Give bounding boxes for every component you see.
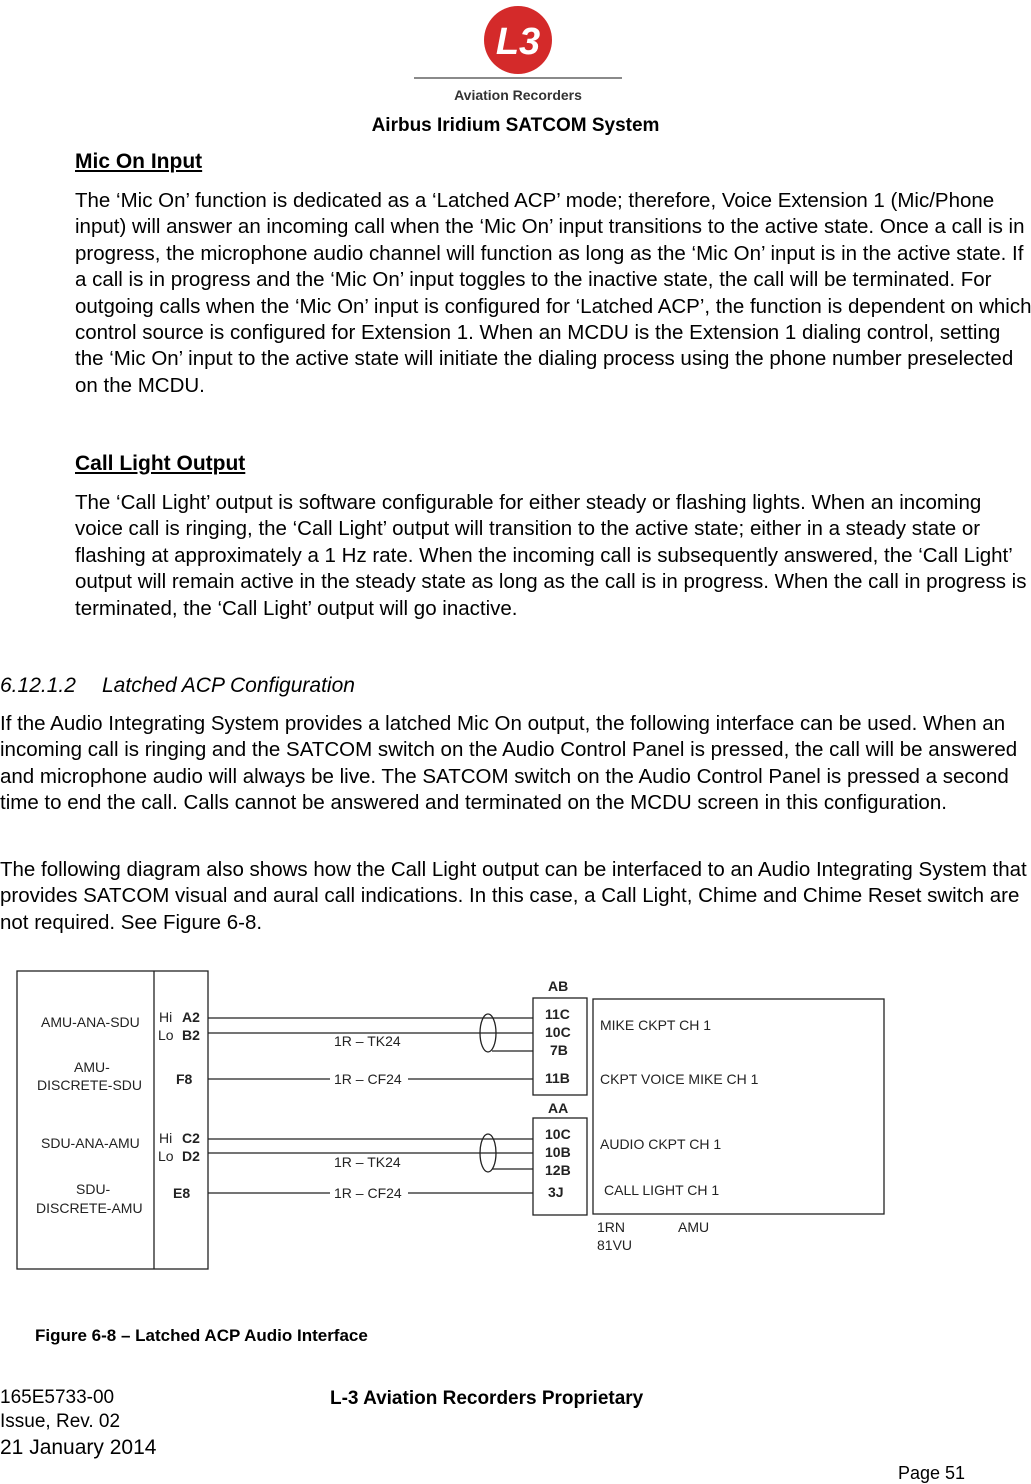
label-lo-2: Lo [158,1148,174,1164]
label-amu-ana-sdu: AMU-ANA-SDU [41,1014,140,1030]
pin-e8: E8 [173,1185,191,1201]
subsection-heading [0,674,355,698]
label-amu-discrete-1: AMU- [74,1059,110,1075]
label-amu-discrete-2: DISCRETE-SDU [37,1077,143,1093]
issue-revision: Issue, Rev. 02 [0,1411,121,1432]
latched-acp-paragraph-1: If the Audio Integrating System provides a latched Mic On output, the following interface can be used. When an incoming call is ringing and the SATCOM switch on the Audio Control Panel is pressed, the call will be answered and microphone audio will always be live. The SATCOM switch on the Audio Control Panel is pressed a second time to end the call. Calls cannot be answered and terminated on the MCDU screen in this configuration. [0,712,1018,815]
pin-d2: D2 [182,1148,200,1164]
pin-c2: C2 [182,1130,200,1146]
call-light-heading: Call Light Output [75,452,246,475]
page-number: Page 51 [898,1463,966,1483]
label-sdu-ana-amu: SDU-ANA-AMU [41,1135,140,1151]
pin-10c-2: 10C [545,1126,571,1142]
logo-mark: L3 [495,21,541,63]
call-light-paragraph: The ‘Call Light’ output is software configurable for either steady or flashing lights. When an incoming voice call is ringing, the ‘Call Light’ output will transition to the active state; either in a steady state or flashing at approximately a 1 Hz rate. When the incoming call is subsequently answered, the ‘Call Light’ output will remain active in the steady state as long as the call is in progress. When the call in progress is terminated, the ‘Call Light’ output will go inactive. [75,491,1027,620]
l3-logo-icon [410,4,626,108]
pin-3j: 3J [548,1184,564,1200]
pin-10b: 10B [545,1144,571,1160]
label-sdu-discrete-1: SDU- [76,1181,111,1197]
amu-label-audio: AUDIO CKPT CH 1 [600,1136,722,1152]
label-lo-1: Lo [158,1027,174,1043]
amu-label-call-light: CALL LIGHT CH 1 [604,1182,720,1198]
latched-acp-paragraph-2: The following diagram also shows how the Call Light output can be interfaced to an Audio Integrating System that provides SATCOM visual and aural call indications. In this case, a Call Light, Chime and Chime Reset switch are not required. See Figure 6-8. [0,858,1027,934]
pin-11c: 11C [545,1006,570,1022]
pin-b2: B2 [182,1027,200,1043]
wire-label-4: 1R – CF24 [334,1185,402,1201]
label-amu: AMU [678,1219,710,1235]
mic-on-heading: Mic On Input [75,150,203,173]
figure-caption: Figure 6-8 – Latched ACP Audio Interface [35,1326,368,1345]
label-sdu-discrete-2: DISCRETE-AMU [36,1200,143,1216]
footer-date: 21 January 2014 [0,1436,157,1459]
pin-a2: A2 [182,1009,200,1025]
wiring-diagram [0,955,1031,1285]
company-logo [410,4,626,108]
logo-subtitle: Aviation Recorders [454,87,582,103]
subsection-title: Latched ACP Configuration [102,674,355,697]
wire-label-3: 1R – TK24 [334,1154,401,1170]
doc-number: 165E5733-00 [0,1387,115,1408]
pin-11b: 11B [545,1070,570,1086]
label-1rn: 1RN [597,1219,626,1235]
proprietary-notice: L-3 Aviation Recorders Proprietary [330,1388,644,1409]
pin-12b: 12B [545,1162,571,1178]
wire-label-2: 1R – CF24 [334,1071,402,1087]
pin-10c: 10C [545,1024,571,1040]
label-hi-1: Hi [159,1009,173,1025]
footer-doc-info [0,1386,120,1434]
wire-label-1: 1R – TK24 [334,1033,401,1049]
pin-f8: F8 [176,1071,193,1087]
connector-aa-label: AA [548,1100,569,1116]
connector-ab-label: AB [548,978,569,994]
subsection-number: 6.12.1.2 [0,674,76,697]
label-hi-2: Hi [159,1130,173,1146]
amu-label-ckpt-voice: CKPT VOICE MIKE CH 1 [600,1071,759,1087]
amu-label-mike: MIKE CKPT CH 1 [600,1017,711,1033]
pin-7b: 7B [550,1042,568,1058]
mic-on-paragraph: The ‘Mic On’ function is dedicated as a ‘Latched ACP’ mode; therefore, Voice Extension 1 (Mic/Phone input) will answer an incoming call when the ‘Mic On’ input transitions to the active state. Once a call is in progress, the microphone audio channel will function as long as the ‘Mic On’ input is in the active state. If a call is in progress and the ‘Mic On’ input toggles to the inactive state, the call will be terminated. For outgoing calls when the ‘Mic On’ input is configured for ‘Latched ACP’, the function is dependent on which control source is configured for Extension 1. When an MCDU is the Extension 1 dialing control, setting the ‘Mic On’ input to the active state will initiate the dialing process using the phone number preselected on the MCDU. [75,189,1031,397]
document-title: Airbus Iridium SATCOM System [371,115,660,136]
label-81vu: 81VU [597,1237,633,1253]
